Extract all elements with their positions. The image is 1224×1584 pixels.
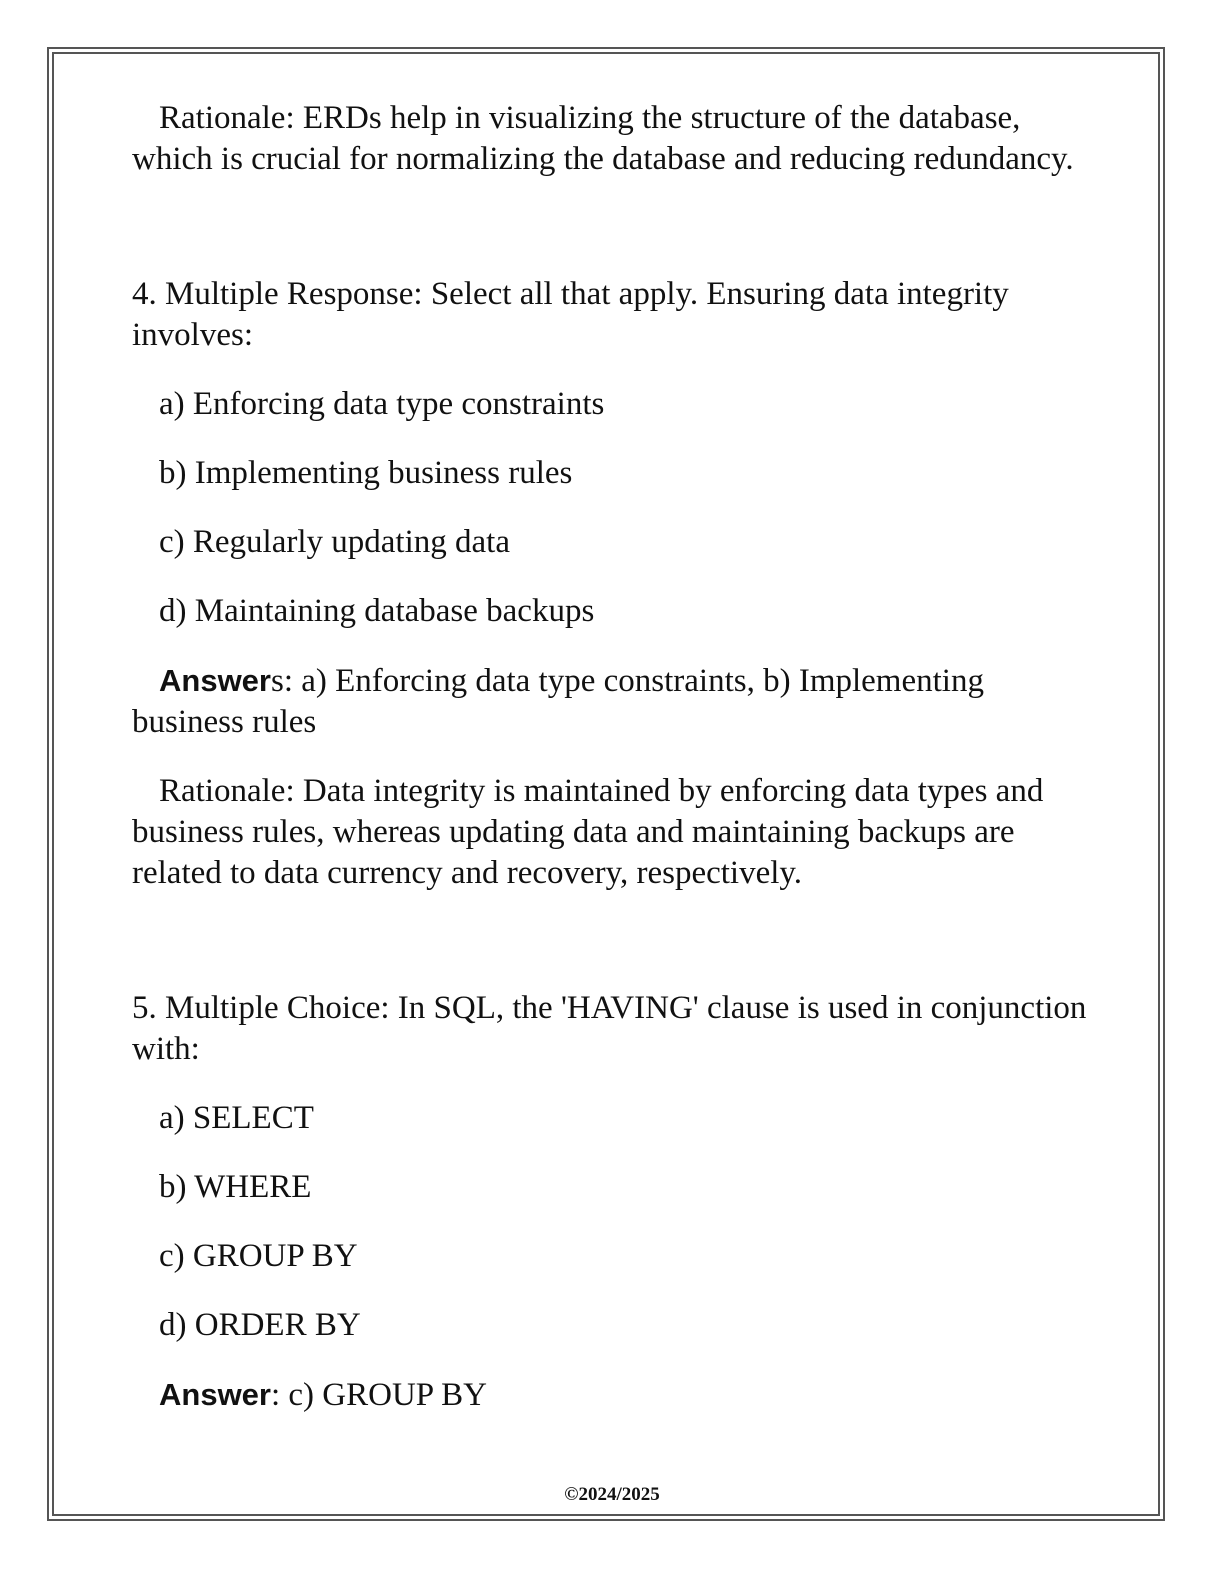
q5-answer-text: : c) GROUP BY [270, 1377, 488, 1413]
q5-answer-label: Answer [159, 1377, 271, 1412]
q4-option-d: d) Maintaining database backups [159, 593, 595, 629]
q4-option-c: c) Regularly updating data [159, 524, 510, 560]
spacer [132, 180, 1092, 274]
q4-answer-label: Answer [159, 663, 271, 698]
q5-option-a: a) SELECT [159, 1100, 314, 1136]
q4-option-b: b) Implementing business rules [159, 455, 573, 491]
q5-answer [132, 1374, 1092, 1416]
q4-option-a: a) Enforcing data type constraints [159, 386, 605, 422]
spacer [132, 894, 1092, 988]
q4-rationale: Rationale: Data integrity is maintained by enforcing data types and business rules, whereas updating data and maintaining backups are related to data currency and recovery, respectively. [132, 773, 1044, 891]
q4-answer-text: s: a) Enforcing data type constraints, b) Implementing business rules [132, 663, 984, 740]
page-content [132, 98, 1092, 1416]
q5-option-d: d) ORDER BY [159, 1307, 361, 1343]
q3-rationale: Rationale: ERDs help in visualizing the structure of the database, which is crucial for normalizing the database and reducing redundancy. [132, 100, 1074, 177]
q5-question: 5. Multiple Choice: In SQL, the 'HAVING' clause is used in conjunction with: [132, 990, 1087, 1067]
page-footer-copyright: ©2024/2025 [564, 1484, 660, 1505]
q5-option-c: c) GROUP BY [159, 1238, 358, 1274]
q4-question: 4. Multiple Response: Select all that apply. Ensuring data integrity involves: [132, 276, 1009, 353]
q5-option-b: b) WHERE [159, 1169, 312, 1205]
q4-answer [132, 660, 1092, 743]
